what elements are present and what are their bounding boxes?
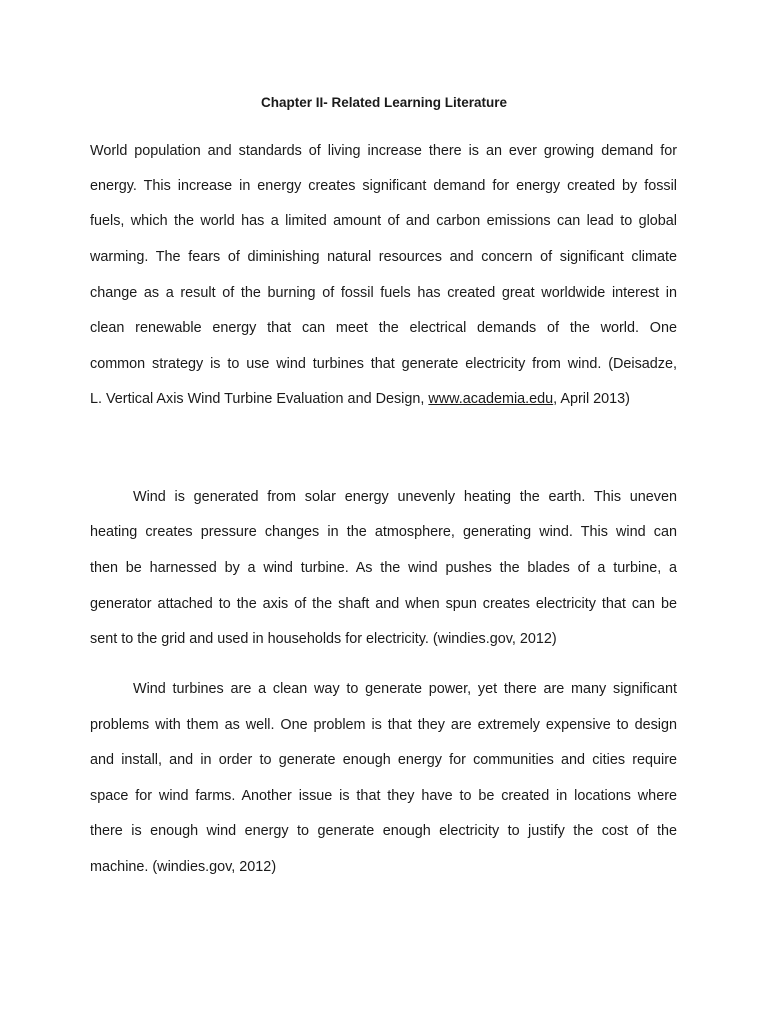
paragraph-line: change as a result of the burning of fossil fuels has created great worldwide interest in (90, 285, 677, 301)
paragraph-line: sent to the grid and used in households for electricity. (windies.gov, 2012) (90, 631, 557, 647)
paragraph-line: then be harnessed by a wind turbine. As the wind pushes the blades of a turbine, a (90, 560, 677, 576)
paragraph-line: and install, and in order to generate enough energy for communities and cities require (90, 752, 677, 768)
paragraph-line: fuels, which the world has a limited amount of and carbon emissions can lead to global (90, 213, 677, 229)
paragraph-line: Wind is generated from solar energy unevenly heating the earth. This uneven (133, 489, 677, 505)
paragraph-line: heating creates pressure changes in the atmosphere, generating wind. This wind can (90, 524, 677, 540)
paragraph-line: energy. This increase in energy creates significant demand for energy created by fossil (90, 178, 677, 194)
paragraph-line: Wind turbines are a clean way to generate power, yet there are many significant (133, 681, 677, 697)
citation-text: L. Vertical Axis Wind Turbine Evaluation and Design, (90, 391, 429, 407)
paragraph-line: problems with them as well. One problem is that they are extremely expensive to design (90, 717, 677, 733)
paragraph-line: there is enough wind energy to generate enough electricity to justify the cost of the (90, 823, 677, 839)
chapter-title: Chapter II- Related Learning Literature (260, 95, 508, 110)
academia-link[interactable]: www.academia.edu (428, 391, 554, 407)
paragraph-line: common strategy is to use wind turbines that generate electricity from wind. (Deisadze, (90, 356, 677, 372)
paragraph-line: World population and standards of living increase there is an ever growing demand for (90, 143, 677, 159)
paragraph-line: space for wind farms. Another issue is that they have to be created in locations where (90, 788, 677, 804)
paragraph-line: warming. The fears of diminishing natural resources and concern of significant climate (90, 249, 677, 265)
paragraph-line: clean renewable energy that can meet the electrical demands of the world. One (90, 320, 677, 336)
paragraph-line: generator attached to the axis of the shaft and when spun creates electricity that can be (90, 596, 677, 612)
paragraph-last-line (90, 389, 677, 409)
citation-date: , April 2013) (553, 391, 630, 407)
paragraph-line: machine. (windies.gov, 2012) (90, 859, 277, 875)
